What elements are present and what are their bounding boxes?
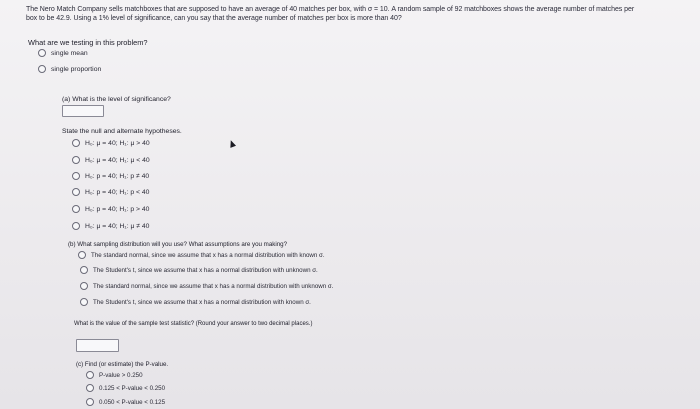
testing-question: What are we testing in this problem? [28,38,148,47]
radio-icon[interactable] [72,205,80,213]
radio-icon[interactable] [38,49,46,57]
option-label: P-value > 0.250 [99,371,143,379]
option-label: H₀: p = 40; H₁: p < 40 [85,188,150,196]
distribution-option-2[interactable] [80,266,318,274]
option-label: The Student's t, since we assume that x has a normal distribution with known σ. [93,298,311,306]
option-single-proportion[interactable] [38,65,101,73]
radio-icon[interactable] [72,156,80,164]
distribution-option-3[interactable] [80,282,333,290]
part-c-question: (c) Find (or estimate) the P-value. [76,361,169,368]
distribution-option-4[interactable] [80,298,311,306]
test-statistic-input[interactable] [76,339,119,352]
radio-icon[interactable] [80,282,88,290]
radio-icon[interactable] [72,222,80,230]
part-a-question: (a) What is the level of significance? [62,96,171,103]
hypothesis-option-3[interactable] [72,172,149,180]
hypothesis-option-5[interactable] [72,205,149,213]
option-label: 0.050 < P-value < 0.125 [99,398,166,406]
option-label: H₀: μ = 40; H₁: μ ≠ 40 [85,222,150,230]
option-label: single mean [51,49,88,57]
radio-icon[interactable] [72,172,80,180]
distribution-option-1[interactable] [78,251,325,259]
radio-icon[interactable] [72,139,80,147]
radio-icon[interactable] [80,298,88,306]
hypothesis-option-1[interactable] [72,139,150,147]
radio-icon[interactable] [80,266,88,274]
option-label: H₀: μ = 40; H₁: μ < 40 [85,156,150,164]
hypothesis-option-4[interactable] [72,188,149,196]
option-label: The standard normal, since we assume that x has a normal distribution with known σ. [91,251,325,259]
pvalue-option-3[interactable] [86,398,165,406]
radio-icon[interactable] [86,371,94,379]
hypothesis-option-6[interactable] [72,222,149,230]
radio-icon[interactable] [86,398,94,406]
option-single-mean[interactable] [38,49,88,57]
pvalue-option-2[interactable] [86,384,165,392]
radio-icon[interactable] [86,384,94,392]
mouse-cursor-icon [228,139,236,148]
hypotheses-question: State the null and alternate hypotheses. [62,128,182,135]
option-label: The Student's t, since we assume that x has a normal distribution with unknown σ. [93,266,318,274]
problem-statement-line-2: box to be 42.9. Using a 1% level of significance, can you say that the average number of matches per box is more than 40? [26,15,402,22]
option-label: 0.125 < P-value < 0.250 [99,384,166,392]
test-statistic-question: What is the value of the sample test statistic? (Round your answer to two decimal places.) [74,321,313,327]
option-label: H₀: μ = 40; H₁: μ > 40 [85,139,150,147]
problem-statement-line-1: The Nero Match Company sells matchboxes that are supposed to have an average of 40 matches per box, with σ = 10. A random sample of 92 matchboxes shows the average number of matches per [26,6,635,13]
option-label: The standard normal, since we assume that x has a normal distribution with unknown σ. [93,282,334,290]
radio-icon[interactable] [78,251,86,259]
radio-icon[interactable] [38,65,46,73]
option-label: single proportion [51,65,102,73]
radio-icon[interactable] [72,188,80,196]
option-label: H₀: p = 40; H₁: p > 40 [85,205,150,213]
pvalue-option-1[interactable] [86,371,143,379]
significance-level-input[interactable] [62,105,104,117]
hypothesis-option-2[interactable] [72,156,150,164]
part-b-question: (b) What sampling distribution will you use? What assumptions are you making? [68,241,288,248]
option-label: H₀: p = 40; H₁: p ≠ 40 [85,172,150,180]
